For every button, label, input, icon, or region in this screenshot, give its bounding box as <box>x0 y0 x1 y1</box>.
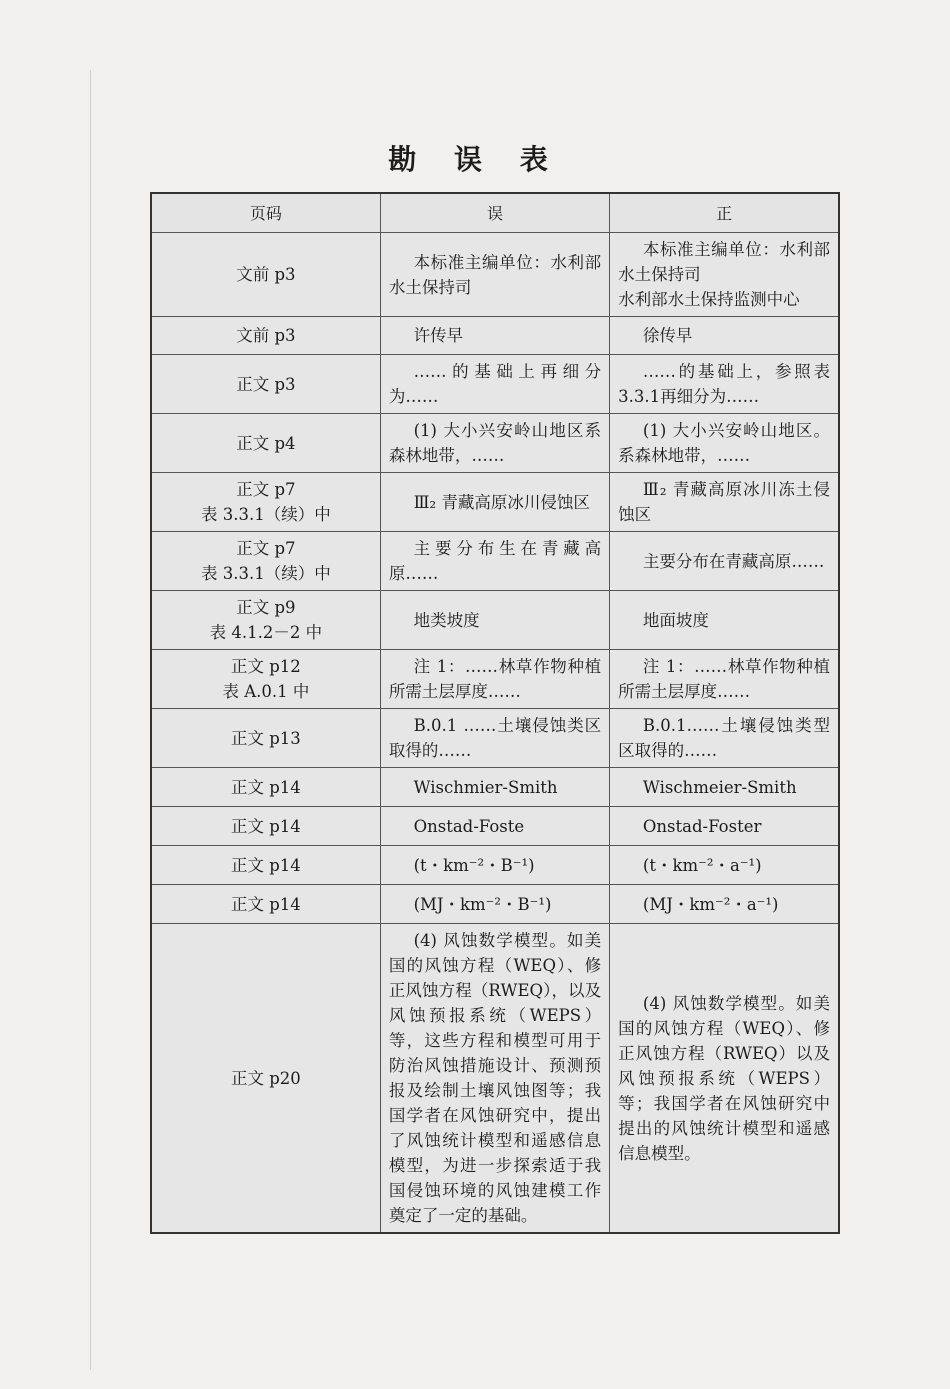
cell-page: 正文 p20 <box>151 924 380 1234</box>
header-page: 页码 <box>151 193 380 233</box>
table-row <box>151 414 839 473</box>
cell-wrong: 本标准主编单位：水利部水土保持司 <box>380 233 609 317</box>
cell-page: 正文 p14 <box>151 885 380 924</box>
cell-wrong: 主要分布生在青藏高原…… <box>380 532 609 591</box>
table-row <box>151 650 839 709</box>
table-row <box>151 532 839 591</box>
cell-page: 正文 p14 <box>151 846 380 885</box>
cell-page: 正文 p3 <box>151 355 380 414</box>
cell-wrong: (MJ・km⁻²・B⁻¹) <box>380 885 609 924</box>
cell-page: 正文 p14 <box>151 807 380 846</box>
cell-right: B.0.1……土壤侵蚀类型区取得的…… <box>610 709 839 768</box>
cell-page: 正文 p13 <box>151 709 380 768</box>
cell-wrong: (1) 大小兴安岭山地区系森林地带，…… <box>380 414 609 473</box>
cell-wrong: 地类坡度 <box>380 591 609 650</box>
cell-wrong: ……的基础上再细分为…… <box>380 355 609 414</box>
table-row <box>151 768 839 807</box>
table-header-row <box>151 193 839 233</box>
cell-wrong: Wischmier-Smith <box>380 768 609 807</box>
binding-line <box>90 70 91 1370</box>
cell-page: 正文 p12 表 A.0.1 中 <box>151 650 380 709</box>
cell-right: (t・km⁻²・a⁻¹) <box>610 846 839 885</box>
cell-right: 注 1：……林草作物种植所需土层厚度…… <box>610 650 839 709</box>
table-row <box>151 317 839 355</box>
cell-wrong: B.0.1 ……土壤侵蚀类区取得的…… <box>380 709 609 768</box>
cell-wrong: 许传早 <box>380 317 609 355</box>
table-row <box>151 924 839 1234</box>
cell-wrong: Onstad-Foste <box>380 807 609 846</box>
cell-page: 正文 p7 表 3.3.1（续）中 <box>151 532 380 591</box>
cell-right: Ⅲ₂ 青藏高原冰川冻土侵蚀区 <box>610 473 839 532</box>
table-row <box>151 473 839 532</box>
cell-wrong: (t・km⁻²・B⁻¹) <box>380 846 609 885</box>
header-right: 正 <box>610 193 839 233</box>
cell-right: 主要分布在青藏高原…… <box>610 532 839 591</box>
cell-page: 正文 p14 <box>151 768 380 807</box>
errata-table <box>150 192 840 1234</box>
table-row <box>151 846 839 885</box>
cell-right: 徐传早 <box>610 317 839 355</box>
table-row <box>151 355 839 414</box>
cell-right: (1) 大小兴安岭山地区。系森林地带，…… <box>610 414 839 473</box>
cell-right: ……的基础上，参照表3.3.1再细分为…… <box>610 355 839 414</box>
cell-wrong: Ⅲ₂ 青藏高原冰川侵蚀区 <box>380 473 609 532</box>
header-wrong: 误 <box>380 193 609 233</box>
cell-page: 文前 p3 <box>151 317 380 355</box>
cell-wrong: 注 1：……林草作物种植所需土层厚度…… <box>380 650 609 709</box>
table-row <box>151 591 839 650</box>
cell-page: 正文 p4 <box>151 414 380 473</box>
table-row <box>151 233 839 317</box>
cell-wrong: (4) 风蚀数学模型。如美国的风蚀方程（WEQ）、修正风蚀方程（RWEQ），以及风蚀预报系统（WEPS）等，这些方程和模型可用于防治风蚀措施设计、预测预报及绘制土壤风蚀图等；我国学者在风蚀研究中，提出了风蚀统计模型和遥感信息模型，为进一步探索适于我国侵蚀环境的风蚀建模工作奠定了一定的基础。 <box>380 924 609 1234</box>
cell-right: (4) 风蚀数学模型。如美国的风蚀方程（WEQ）、修正风蚀方程（RWEQ）以及风蚀预报系统（WEPS）等；我国学者在风蚀研究中提出的风蚀统计模型和遥感信息模型。 <box>610 924 839 1234</box>
cell-right: Onstad-Foster <box>610 807 839 846</box>
table-row <box>151 807 839 846</box>
cell-page: 正文 p9 表 4.1.2－2 中 <box>151 591 380 650</box>
cell-right: Wischmeier-Smith <box>610 768 839 807</box>
cell-page: 文前 p3 <box>151 233 380 317</box>
table-row <box>151 885 839 924</box>
cell-right: (MJ・km⁻²・a⁻¹) <box>610 885 839 924</box>
cell-right: 地面坡度 <box>610 591 839 650</box>
table-row <box>151 709 839 768</box>
cell-right: 本标准主编单位：水利部水土保持司 水利部水土保持监测中心 <box>610 233 839 317</box>
cell-page: 正文 p7 表 3.3.1（续）中 <box>151 473 380 532</box>
page-title: 勘 误 表 <box>388 143 562 176</box>
